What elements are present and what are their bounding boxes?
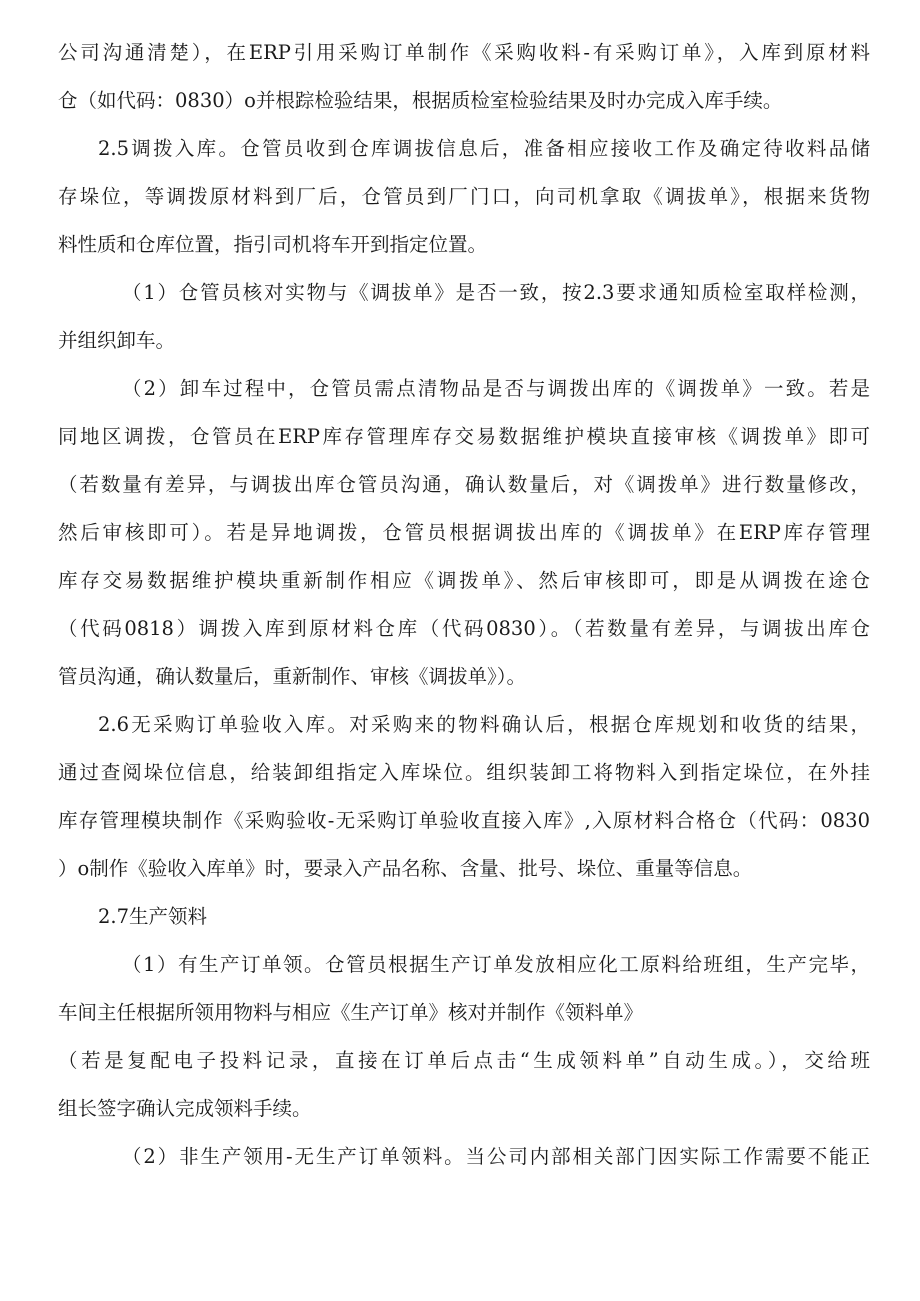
text-line: （2）卸车过程中，仓管员需点清物品是否与调拨出库的《调拨单》一致。若是 <box>122 377 870 400</box>
text-line: 同地区调拨，仓管员在ERP库存管理库存交易数据维护模块直接审核《调拨单》即可 <box>58 425 870 448</box>
text-line: （1）有生产订单领。仓管员根据生产订单发放相应化工原料给班组，生产完毕， <box>122 953 870 976</box>
text-line: 仓（如代码：0830）o并根踪检验结果，根据质检室检验结果及时办完成入库手续。 <box>58 89 783 112</box>
text-line: 库存管理模块制作《采购验收-无采购订单验收直接入库》,入原材料合格仓（代码：0830 <box>58 809 870 832</box>
text-line: （1）仓管员核对实物与《调拔单》是否一致，按2.3要求通知质检室取样检测， <box>122 281 870 304</box>
text-line: 管员沟通，确认数量后，重新制作、审核《调拔单》）。 <box>58 665 527 688</box>
text-line: 库存交易数据维护模块重新制作相应《调拨单》、然后审核即可，即是从调拨在途仓 <box>58 569 870 592</box>
text-line: 2.6无采购订单验收入库。对采购来的物料确认后，根据仓库规划和收货的结果， <box>98 713 870 736</box>
text-line: 2.5调拨入库。仓管员收到仓库调拔信息后，准备相应接收工作及确定待收料品储 <box>98 137 870 160</box>
text-line: ）o制作《验收入库单》时，要录入产品名称、含量、批号、垛位、重量等信息。 <box>58 857 753 880</box>
text-line: 车间主任根据所领用物料与相应《生产订单》核对并制作《领料单》 <box>58 1001 644 1024</box>
text-line: （若数量有差异，与调拔出库仓管员沟通，确认数量后，对《调拨单》进行数量修改， <box>58 473 870 496</box>
section-heading: 2.7生产领料 <box>98 905 208 928</box>
text-line: 公司沟通清楚），在ERP引用采购订单制作《采购收料-有采购订单》，入库到原材料 <box>58 41 870 64</box>
text-line: （若是复配电子投料记录，直接在订单后点击“生成领料单”自动生成。），交给班 <box>58 1049 870 1072</box>
text-line: （代码0818）调拨入库到原材料仓库（代码0830）。（若数量有差异，与调拔出库仓 <box>58 617 870 640</box>
text-line: 组长签字确认完成领料手续。 <box>58 1097 312 1120</box>
text-line: 并组织卸车。 <box>58 329 176 352</box>
text-line: 存垛位，等调拨原材料到厂后，仓管员到厂门口，向司机拿取《调拔单》，根据来货物 <box>58 185 870 208</box>
text-line: 然后审核即可）。若是异地调拨，仓管员根据调拔出库的《调拔单》在ERP库存管理 <box>58 521 870 544</box>
text-line: 料性质和仓库位置，指引司机将车开到指定位置。 <box>58 233 488 256</box>
text-line: （2）非生产领用-无生产订单领料。当公司内部相关部门因实际工作需要不能正 <box>122 1145 870 1168</box>
text-line: 通过查阅垛位信息，给装卸组指定入库垛位。组织装卸工将物料入到指定垛位，在外挂 <box>58 761 870 784</box>
